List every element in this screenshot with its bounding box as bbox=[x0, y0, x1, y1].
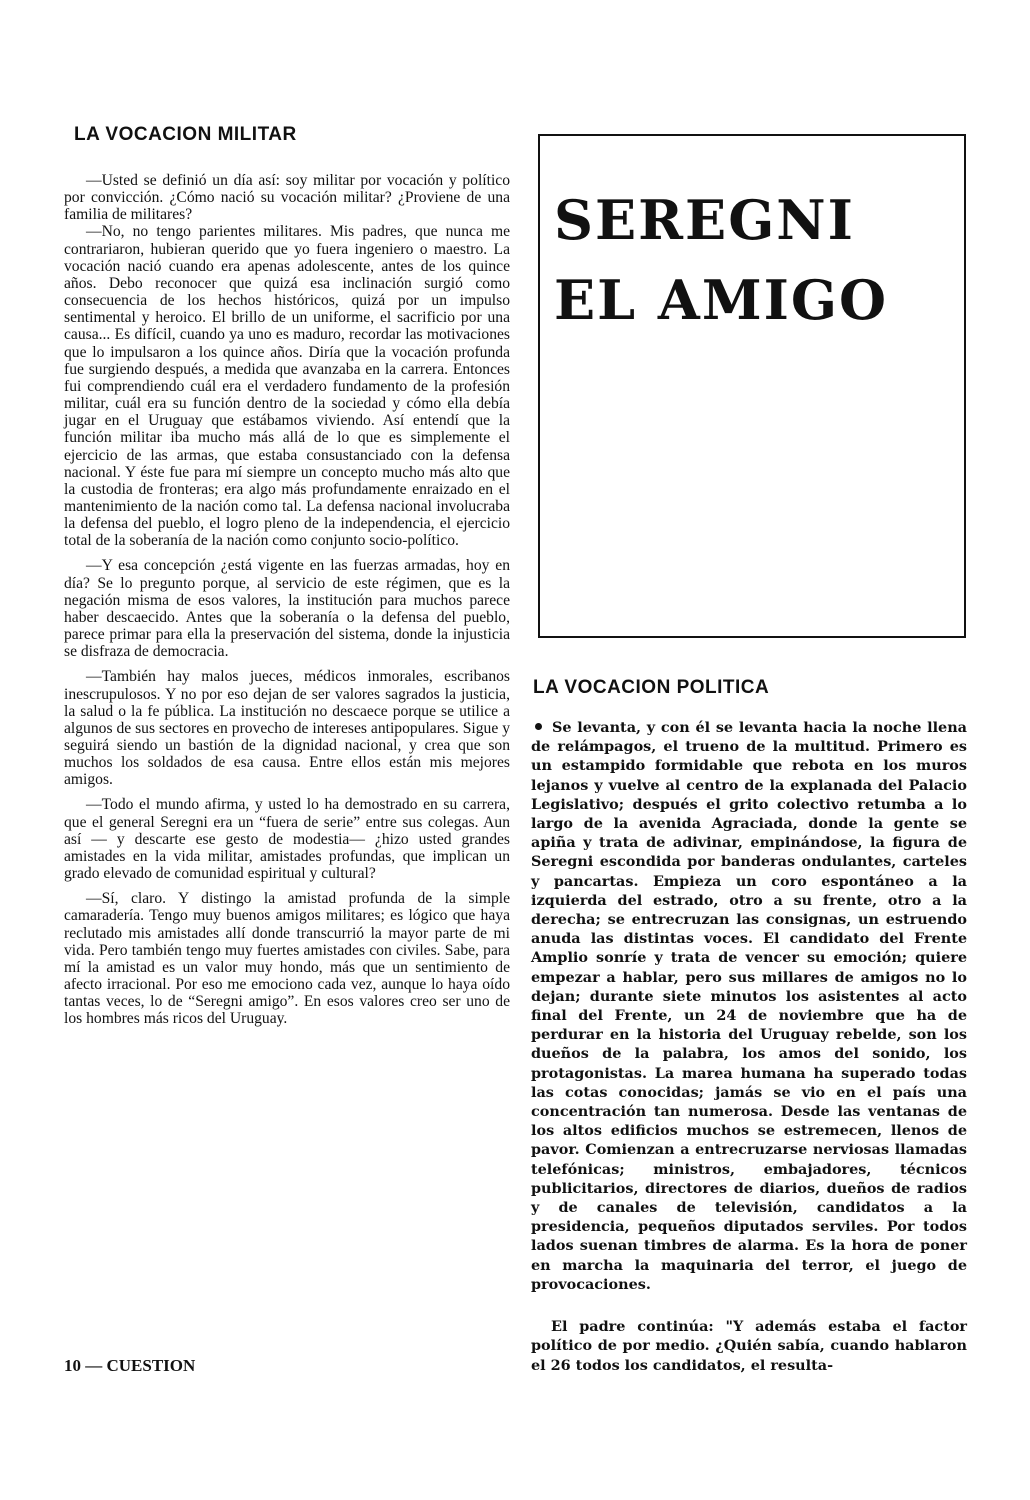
interview-paragraph: —No, no tengo parientes militares. Mis padres, que nunca me contrariaron, hubieran querido que yo fuera ingeniero o maestro. La vocación nació cuando era apenas adolescente, antes de los quince años. Debo reconocer que quizá esa inclinación surgió como consecuencia de los hechos históricos, quizá por un impulso sentimental y heroico. El brillo de un uniforme, el sacrificio por una causa... Es difícil, cuando ya uno es maduro, recordar las motivaciones que lo impulsaron a los quince años. Diría que la vocación profunda fue surgiendo después, a medida que avanzaba en la carrera. Entonces fui comprendiendo cuál era el verdadero fundamento de la profesión militar, cuál era su función dentro de la sociedad y cómo ella debía jugar en el Uruguay que estábamos viviendo. Así entendí que la función militar iba mucho más allá de lo que es simplemente el ejercicio de las armas, que estaba consustanciado con la defensa nacional. Y éste fue para mí siempre un concepto mucho más alto que la custodia de fronteras; era algo más profundamente enraizado en el mantenimiento de la nación como tal. La defensa nacional involucraba la defensa del pueblo, el logro pleno de la independencia, el ejercicio total de la soberanía de la nación como conjunto socio-político. bbox=[64, 223, 510, 550]
interview-paragraph: —Usted se definió un día así: soy militar por vocación y político por convicción. ¿Cómo nació su vocación militar? ¿Proviene de una familia de militares? bbox=[64, 172, 510, 224]
interview-paragraph: —También hay malos jueces, médicos inmorales, escribanos inescrupulosos. Y no por eso dejan de ser valores sagrados la justicia, la salud o la fe pública. La institución no descaece porque se utilice a algunos de sus sectores en provecho de intereses antipopulares. Sigue y seguirá siendo un bastión de la dignidad nacional, y crea que son muchos los soldados de esa causa. Entre ellos están mis mejores amigos. bbox=[64, 668, 510, 789]
page-footer: 10 — CUESTION bbox=[64, 1356, 196, 1375]
interview-column bbox=[64, 124, 510, 1028]
narrative-paragraph bbox=[531, 718, 967, 1294]
narrative-paragraph-text: Se levanta, y con él se levanta hacia la noche llena de relámpagos, el trueno de la multitud. Primero es un estampido formidable que rebota en los muros lejanos y vuelve al centro de la explanada del Palacio Legislativo; después el grito colectivo retumba a lo largo de la avenida Agraciada, donde la gente se apiña y trata de adivinar, empinándose, la figura de Seregni escondida por banderas ondulantes, carteles y pancartas. Empieza un coro espontáneo a la izquierda del estrado, otro a su frente, otro a la derecha; se entrecruzan las consignas, un estruendo anuda las distintas voces. El candidato del Frente Amplio sonríe y trata de vencer su emoción; quiere empezar a hablar, pero sus millares de amigos no lo dejan; durante siete minutos los asistentes al acto final del Frente, un 24 de noviembre que ha de perdurar en la historia del Uruguay rebelde, son los dueños de la palabra, los amos del sonido, los protagonistas. La marea humana ha superado todas las cotas conocidas; jamás se vio en el país una concentración tan numerosa. Desde las ventanas de los altos edificios muchos se estremecen, llenos de pavor. Comienzan a entrecruzarse nerviosas llamadas telefónicas; ministros, embajadores, técnicos publicitarios, directores de diarios, dueños de radios y de canales de televisión, candidatos a la presidencia, pequeños diputados serviles. Por todos lados suenan timbres de alarma. Es la hora de poner en marcha la maquinaria del terror, el juego de provocaciones. bbox=[531, 719, 967, 1293]
interview-paragraph: —Y esa concepción ¿está vigente en las fuerzas armadas, hoy en día? Se lo pregunto porque, al servicio de este régimen, que es la negación misma de esos valores, la institución para muchos parece haber descaecido. Antes que la soberanía o la defensa del pueblo, parece primar para ella la preservación del sistema, donde la injusticia se disfraza de democracia. bbox=[64, 557, 510, 661]
narrative-column bbox=[531, 676, 967, 1375]
section-heading-militar: LA VOCACION MILITAR bbox=[74, 124, 297, 145]
article-title-line-2: EL AMIGO bbox=[554, 268, 889, 332]
bullet-icon bbox=[535, 723, 542, 730]
narrative-paragraph: El padre continúa: "Y además estaba el factor político de por medio. ¿Quién sabía, cuando hablaron el 26 todos los candidatos, el resulta- bbox=[531, 1318, 967, 1374]
article-title-line-1: SEREGNI bbox=[554, 188, 855, 252]
interview-paragraph: —Todo el mundo afirma, y usted lo ha demostrado en su carrera, que el general Seregni era un “fuera de serie” entre sus colegas. Aun así — y descarte ese gesto de modestia— ¿hizo usted grandes amistades en la vida militar, amistades profundas, que implican un grado elevado de comunidad espiritual y cultural? bbox=[64, 796, 510, 883]
interview-paragraph: —Sí, claro. Y distingo la amistad profunda de la simple camaradería. Tengo muy buenos amigos militares; es lógico que haya reclutado mis amistades allí donde transcurrió la mayor parte de mi vida. Pero también tengo muy fuertes amistades con civiles. Sabe, para mí la amistad es un valor muy hondo, más que un sentimiento de afecto irracional. Por eso me emociono cada vez, aunque lo haya oído tantas veces, lo de “Seregni amigo”. En esos valores creo ser uno de los hombres más ricos del Uruguay. bbox=[64, 890, 510, 1028]
article-title-box bbox=[538, 134, 966, 638]
section-heading-politica: LA VOCACION POLITICA bbox=[533, 677, 770, 698]
